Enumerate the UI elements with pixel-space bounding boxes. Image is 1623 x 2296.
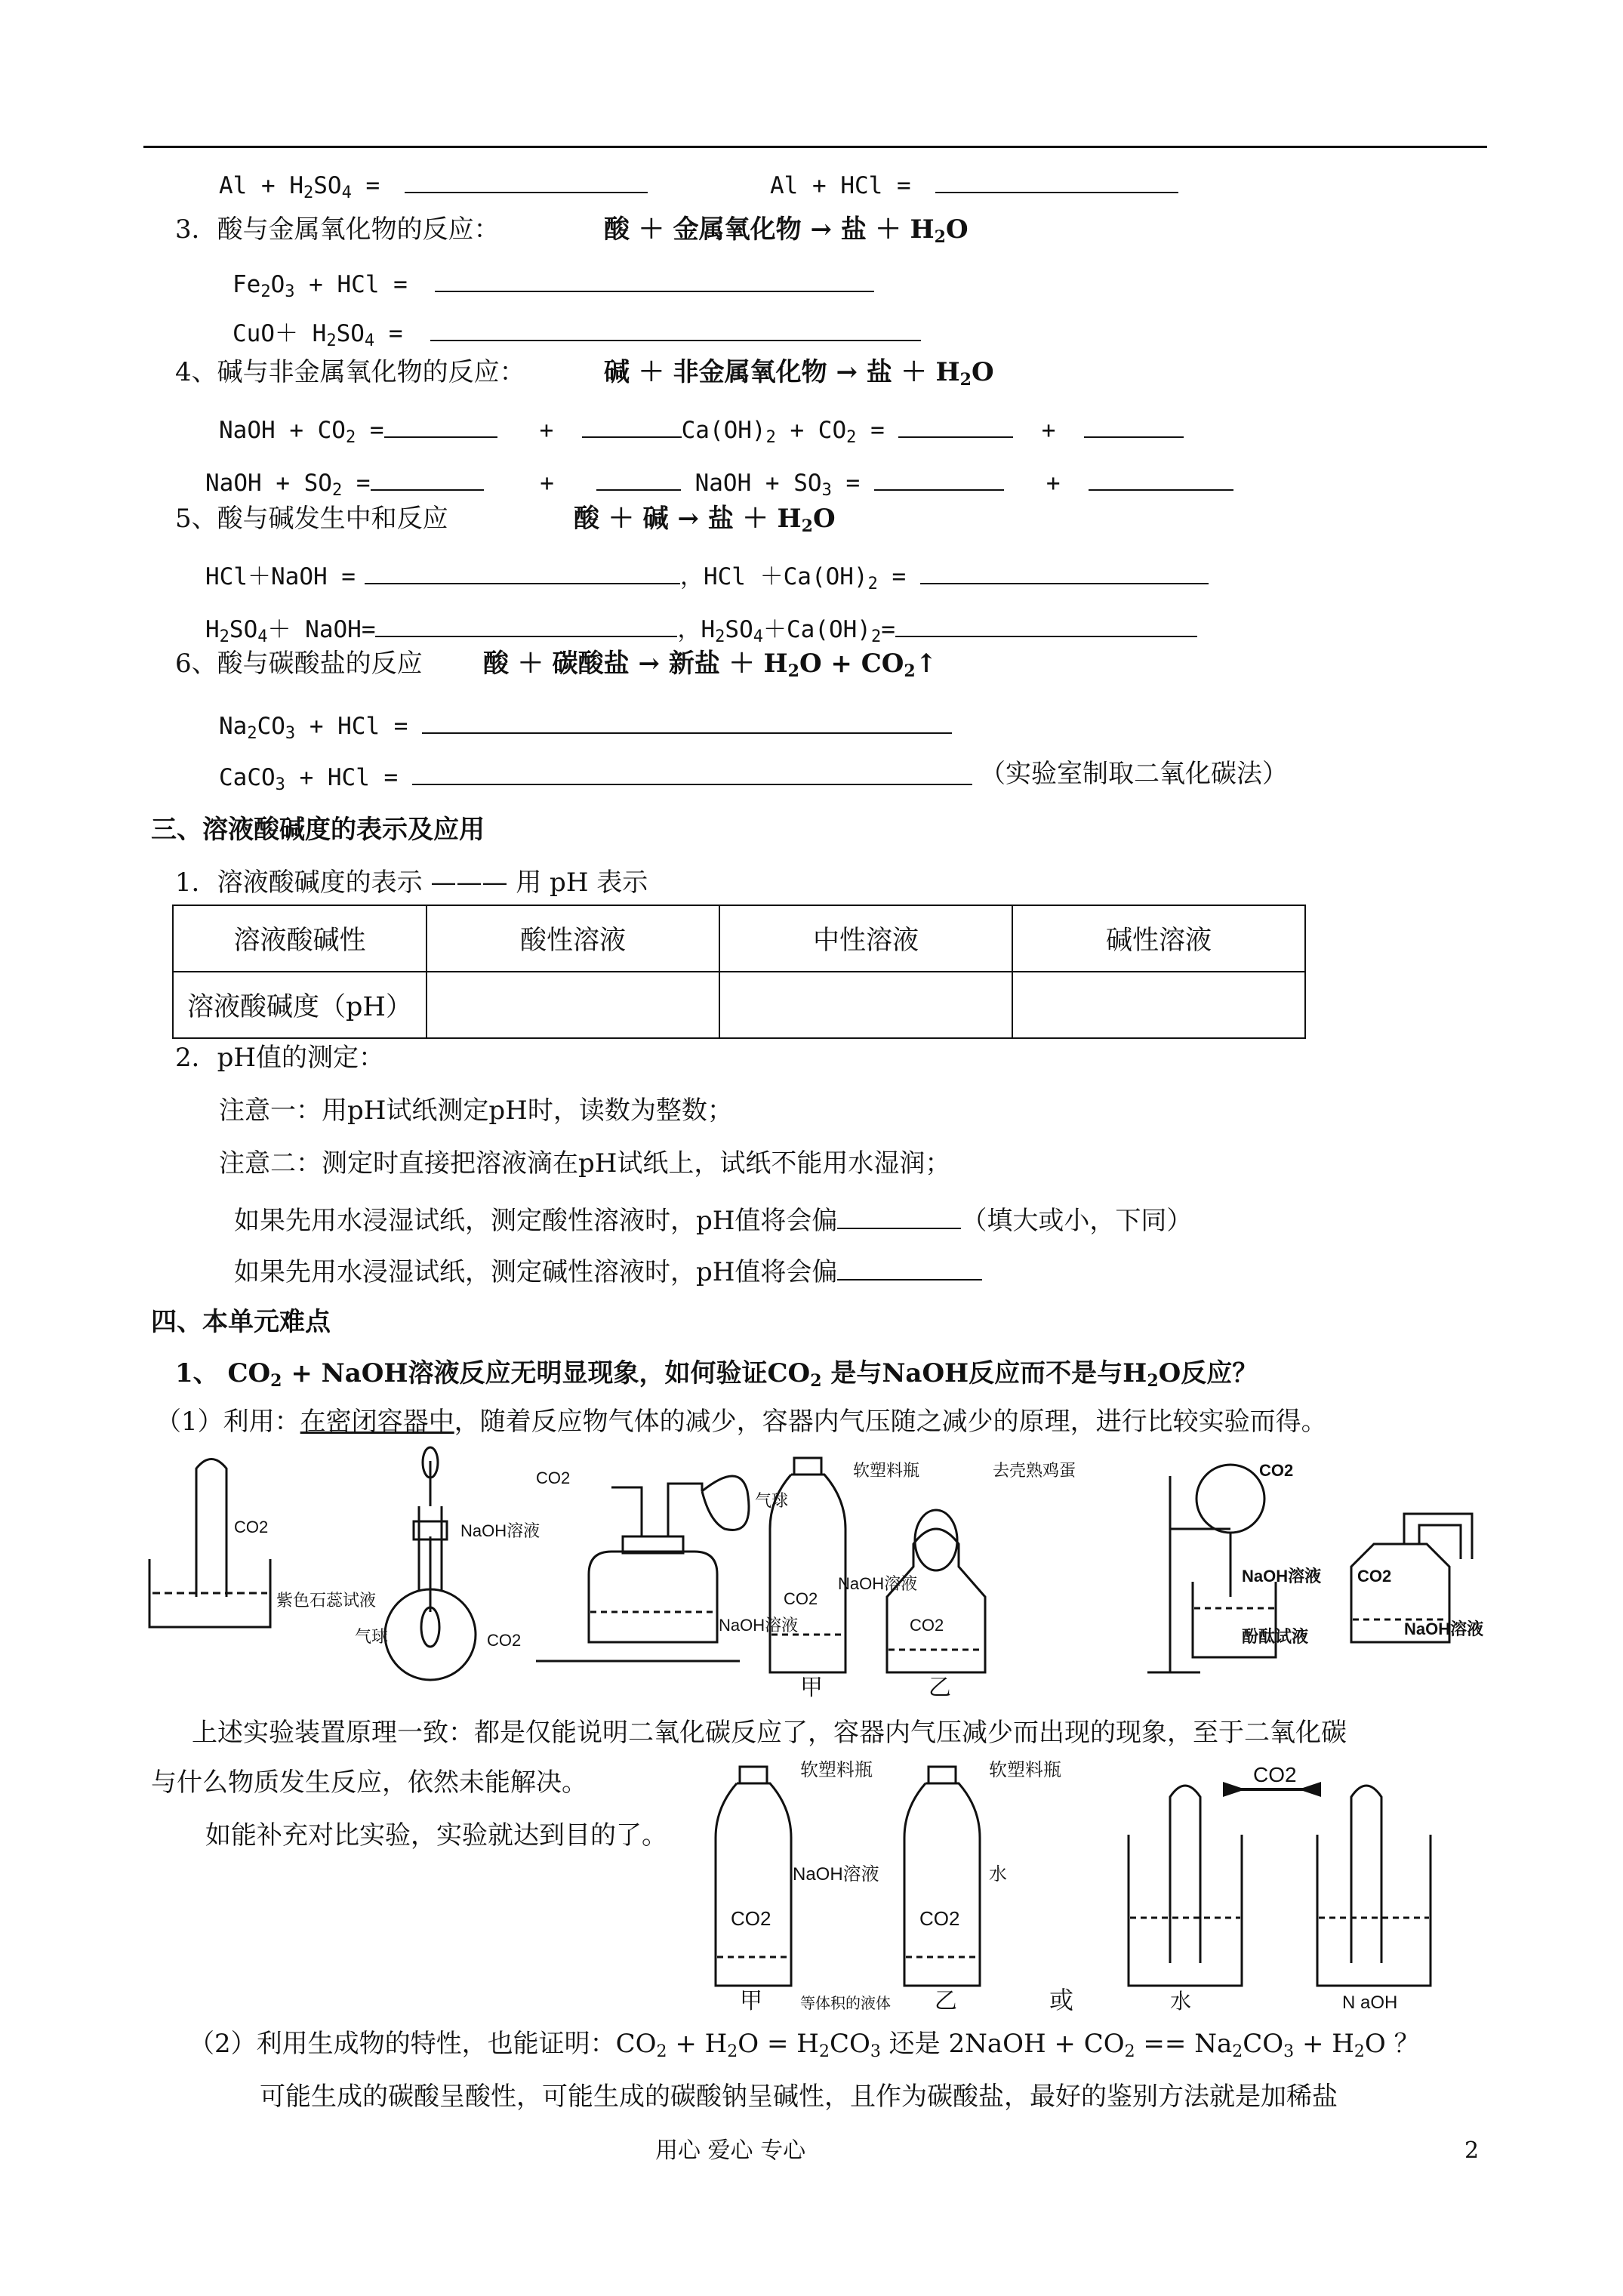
answer-blank[interactable] <box>874 467 1004 491</box>
label-co2: CO2 <box>919 1907 960 1930</box>
label-water: 水 <box>989 1864 1007 1885</box>
label-co2: CO2 <box>536 1469 571 1487</box>
answer-blank[interactable] <box>1084 414 1184 438</box>
label-soft-bottle: 软塑料瓶 <box>800 1760 873 1780</box>
note-4: 如果先用水浸湿试纸，测定碱性溶液时，pH值将会偏 <box>234 1256 982 1285</box>
label-co2: CO2 <box>234 1518 269 1536</box>
section-3-title: 3．酸与金属氧化物的反应： <box>175 214 500 245</box>
apparatus-figure-row-1 <box>143 1446 1525 1700</box>
footer-motto: 用心 爱心 专心 <box>655 2137 806 2164</box>
answer-blank[interactable] <box>920 560 1209 584</box>
eq-naoh-so2-row: NaOH + $SO_2$ = + NaOH + $SO_3$ = + <box>205 467 1233 499</box>
page-number: 2 <box>1464 2137 1480 2164</box>
section-4-formula: 碱 ＋ 非金属氧化物 → 盐 ＋ $H_2O$ <box>604 357 994 390</box>
eq-naoh-co2-row: NaOH + $CO_2$ = + $Ca(OH)_2 + CO_2$ = + <box>219 414 1184 446</box>
table-row-label: 溶液酸碱度（pH） <box>173 972 427 1038</box>
label-co2: CO2 <box>784 1589 818 1608</box>
table-row <box>173 972 1305 1038</box>
answer-blank[interactable] <box>435 268 874 292</box>
answer-blank[interactable] <box>405 169 648 193</box>
answer-blank[interactable] <box>935 169 1178 193</box>
label-naoh-solution: NaOH溶液 <box>838 1574 918 1593</box>
label-naoh-solution: NaOH溶液 <box>1242 1567 1322 1586</box>
table-header: 碱性溶液 <box>1012 905 1305 972</box>
answer-blank[interactable] <box>837 1205 961 1229</box>
answer-blank[interactable] <box>895 613 1197 637</box>
table-header: 中性溶液 <box>719 905 1012 972</box>
note-1: 注意一：用pH试纸测定pH时，读数为整数； <box>219 1096 733 1126</box>
section-iii-title: 三、溶液酸碱度的表示及应用 <box>151 815 485 845</box>
label-soft-bottle: 软塑料瓶 <box>989 1760 1061 1780</box>
label-phenolphthalein: 酚酞试液 <box>1242 1627 1309 1646</box>
answer-blank[interactable] <box>837 1256 982 1281</box>
label-co2: CO2 <box>731 1907 771 1930</box>
answer-blank[interactable] <box>1089 467 1233 491</box>
section-6-formula: 酸 ＋ 碳酸盐 → 新盐 ＋ $H_2O$ + $CO_2↑$ <box>483 649 938 681</box>
answer-cell[interactable] <box>427 972 719 1038</box>
section-3-formula: 酸 ＋ 金属氧化物 → 盐 ＋ $H_2O$ <box>604 214 969 247</box>
eq-h2so4-naoh-row: $H_2SO_4+$ NaOH= ，$H_2SO_4+Ca(OH)_2=$ <box>205 613 1197 646</box>
header-rule <box>143 146 1487 148</box>
eq-na2co3-hcl: $Na_2CO_3$ + HCl = <box>219 710 952 742</box>
section-5-title: 5、酸与碱发生中和反应 <box>175 504 448 534</box>
label-co2: CO2 <box>1253 1763 1297 1786</box>
answer-blank[interactable] <box>596 467 681 491</box>
label-naoh-solution: NaOH溶液 <box>719 1616 799 1635</box>
label-jia: 甲 <box>800 1675 823 1700</box>
para-line-1: 上述实验装置原理一致：都是仅能说明二氧化碳反应了，容器内气压减少而出现的现象，至于二氧化碳 <box>192 1718 1347 1748</box>
para-line-3: 如能补充对比实验，实验就达到目的了。 <box>205 1820 667 1851</box>
label-indicator: 紫色石蕊试液 <box>276 1591 377 1610</box>
question-1: 1、 $CO_2$ + NaOH溶液反应无明显现象，如何验证$CO_2$ 是与NaOH反应而不是与$H_2O$反应？ <box>175 1358 1258 1391</box>
answer-cell[interactable] <box>1012 972 1305 1038</box>
answer-blank[interactable] <box>430 317 921 341</box>
ph-table <box>172 905 1306 1039</box>
note-2: 注意二：测定时直接把溶液滴在pH试纸上，试纸不能用水湿润； <box>219 1148 951 1179</box>
answer-blank[interactable] <box>422 710 952 734</box>
para-line-2: 与什么物质发生反应，依然未能解决。 <box>151 1767 587 1798</box>
apparatus-figure-row-2 <box>717 1759 1517 2016</box>
label-water: 水 <box>1170 1989 1192 2013</box>
answer-blank[interactable] <box>371 467 484 491</box>
answer-blank[interactable] <box>582 414 682 438</box>
eq-fe2o3-hcl: $Fe_2O_3$ + HCl = <box>233 268 874 300</box>
label-naoh: N aOH <box>1342 1992 1398 2013</box>
label-naoh-solution: NaOH溶液 <box>793 1864 879 1885</box>
label-soft-bottle: 软塑料瓶 <box>853 1461 920 1480</box>
answer-cell[interactable] <box>719 972 1012 1038</box>
caption-equal-volume: 等体积的液体 <box>800 1996 891 2012</box>
label-co2: CO2 <box>487 1631 522 1650</box>
method-1: （1）利用：在密闭容器中，随着反应物气体的减少，容器内气压随之减少的原理，进行比较实验而得。 <box>156 1407 1327 1437</box>
label-yi: 乙 <box>935 1989 957 2014</box>
eq-hcl-naoh-row: HCl＋NaOH = ，HCl $+Ca(OH)_2$ = <box>205 560 1209 593</box>
answer-blank[interactable] <box>898 414 1013 438</box>
answer-blank[interactable] <box>365 560 680 584</box>
method-2-line-2: 可能生成的碳酸呈酸性，可能生成的碳酸钠呈碱性，且作为碳酸盐，最好的鉴别方法就是加稀盐 <box>260 2082 1338 2112</box>
label-jia: 甲 <box>740 1989 762 2014</box>
eq-al-h2so4: $Al + H_2SO_4$ = <box>219 169 648 202</box>
section-4-title: 4、碱与非金属氧化物的反应： <box>175 357 525 387</box>
eq-cuo-h2so4: $CuO+ H_2SO_4$ = <box>233 317 921 350</box>
table-header: 酸性溶液 <box>427 905 719 972</box>
answer-blank[interactable] <box>412 761 972 785</box>
caco3-note: （实验室制取二氧化碳法） <box>980 759 1288 789</box>
label-co2: CO2 <box>910 1616 944 1635</box>
label-co2: CO2 <box>1357 1567 1392 1586</box>
label-egg: 去壳熟鸡蛋 <box>993 1461 1076 1480</box>
answer-blank[interactable] <box>384 414 497 438</box>
label-co2: CO2 <box>1259 1461 1294 1480</box>
table-header: 溶液酸碱性 <box>173 905 427 972</box>
section-6-title: 6、酸与碳酸盐的反应 <box>175 649 423 679</box>
section-iv-title: 四、本单元难点 <box>151 1307 331 1337</box>
label-balloon: 气球 <box>755 1491 789 1510</box>
section-5-formula: 酸 ＋ 碱 → 盐 ＋ $H_2O$ <box>574 504 836 536</box>
eq-caco3-hcl: CaCO$_3$ + HCl = <box>219 761 972 794</box>
note-3: 如果先用水浸湿试纸，测定酸性溶液时，pH值将会偏 （填大或小，下同） <box>234 1206 1193 1236</box>
section-iii-sub2: 2．pH值的测定： <box>175 1043 385 1073</box>
eq-al-hcl: Al + HCl = <box>770 169 1178 198</box>
method-2: （2）利用生成物的特性，也能证明：$CO_2 + H_2O = H_2CO_3$ 还是 2NaOH + $CO_2 == Na_2CO_3 + H_2O$ ？ <box>189 2029 1420 2061</box>
label-naoh-solution: NaOH溶液 <box>1404 1620 1484 1638</box>
section-iii-sub1: 1．溶液酸碱度的表示 ——— 用 pH 表示 <box>175 868 648 898</box>
label-balloon: 气球 <box>355 1627 389 1646</box>
answer-blank[interactable] <box>375 613 677 637</box>
table-row <box>173 905 1305 972</box>
label-yi: 乙 <box>929 1675 951 1700</box>
label-naoh-solution: NaOH溶液 <box>460 1521 540 1540</box>
label-or: 或 <box>1049 1986 1074 2014</box>
